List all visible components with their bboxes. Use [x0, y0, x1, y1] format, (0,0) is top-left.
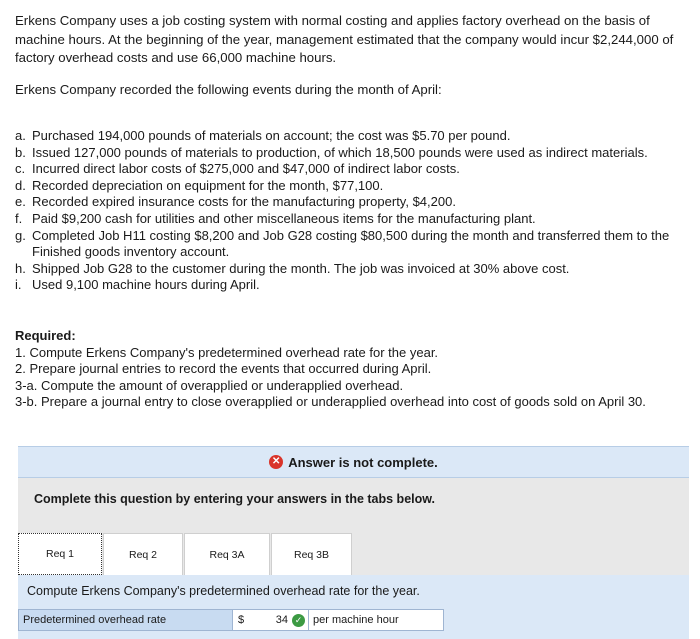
content-prompt: Compute Erkens Company's predetermined overhead rate for the year.	[27, 584, 420, 598]
problem-intro: Erkens Company uses a job costing system with normal costing and applies factory overhead on the basis of machine hours. At the beginning of the year, management estimated that the company would incur $2,244,000 of factory overhead costs and use 66,000 machine hours.	[15, 13, 674, 65]
event-letter: h.	[15, 260, 26, 276]
answer-status-text: Answer is not complete.	[288, 454, 438, 470]
x-circle-icon: ✕	[269, 455, 283, 469]
event-text: Paid $9,200 cash for utilities and other miscellaneous items for the manufacturing plant.	[32, 210, 536, 226]
required-item: 3-a. Compute the amount of overapplied or underapplied overhead.	[15, 377, 404, 393]
event-item	[15, 145, 695, 162]
event-letter: d.	[15, 177, 26, 193]
events-lead: Erkens Company recorded the following events during the month of April:	[15, 82, 442, 97]
event-letter: e.	[15, 194, 26, 210]
event-text: Issued 127,000 pounds of materials to production, of which 18,500 pounds were used as indirect materials.	[32, 144, 648, 160]
event-letter: c.	[15, 161, 26, 177]
tab-req-2[interactable]: Req 2	[103, 533, 183, 575]
required-item: 3-b. Prepare a journal entry to close overapplied or underapplied overhead into cost of goods sold on April 30.	[15, 394, 646, 409]
tab-req-3a[interactable]: Req 3A	[184, 533, 270, 575]
event-text: Recorded expired insurance costs for the manufacturing property, $4,200.	[32, 194, 456, 210]
event-item	[15, 277, 695, 294]
tab-content	[18, 575, 689, 639]
event-text: Used 9,100 machine hours during April.	[32, 277, 260, 293]
required-heading: Required:	[15, 328, 76, 343]
event-text: Incurred direct labor costs of $275,000 and $47,000 of indirect labor costs.	[32, 161, 460, 177]
answer-status-bar	[18, 446, 689, 478]
events-list	[15, 128, 695, 294]
event-item	[15, 211, 695, 228]
event-letter: b.	[15, 144, 26, 160]
tab-req-1[interactable]: Req 1	[18, 533, 102, 575]
tabs-panel	[18, 478, 689, 639]
event-text: Shipped Job G28 to the customer during the month. The job was invoiced at 30% above cost.	[32, 260, 570, 276]
event-text: Completed Job H11 costing $8,200 and Job G28 costing $80,500 during the month and transferred them to the Finished goods inventory account.	[32, 227, 670, 260]
tab-bar	[18, 533, 353, 575]
event-text: Recorded depreciation on equipment for the month, $77,100.	[32, 177, 384, 193]
rate-value: 34	[275, 614, 288, 626]
event-letter: i.	[15, 277, 22, 293]
rate-label: Predetermined overhead rate	[18, 609, 233, 631]
event-item	[15, 178, 695, 195]
currency-symbol: $	[238, 614, 245, 626]
required-section	[15, 328, 695, 411]
check-circle-icon: ✓	[292, 614, 305, 627]
event-item	[15, 228, 695, 261]
event-text: Purchased 194,000 pounds of materials on account; the cost was $5.70 per pound.	[32, 128, 511, 143]
event-letter: a.	[15, 128, 26, 143]
required-item: 1. Compute Erkens Company's predetermined overhead rate for the year.	[15, 344, 439, 360]
event-letter: f.	[15, 210, 23, 226]
event-item	[15, 128, 695, 145]
event-item	[15, 194, 695, 211]
event-letter: g.	[15, 227, 26, 243]
event-item	[15, 261, 695, 278]
required-item: 2. Prepare journal entries to record the events that occurred during April.	[15, 361, 432, 376]
event-item	[15, 161, 695, 178]
rate-input[interactable]	[233, 609, 309, 631]
rate-unit: per machine hour	[309, 609, 444, 631]
tabs-instruction: Complete this question by entering your answers in the tabs below.	[34, 492, 435, 506]
answer-row	[18, 609, 444, 631]
tab-req-3b[interactable]: Req 3B	[271, 533, 352, 575]
